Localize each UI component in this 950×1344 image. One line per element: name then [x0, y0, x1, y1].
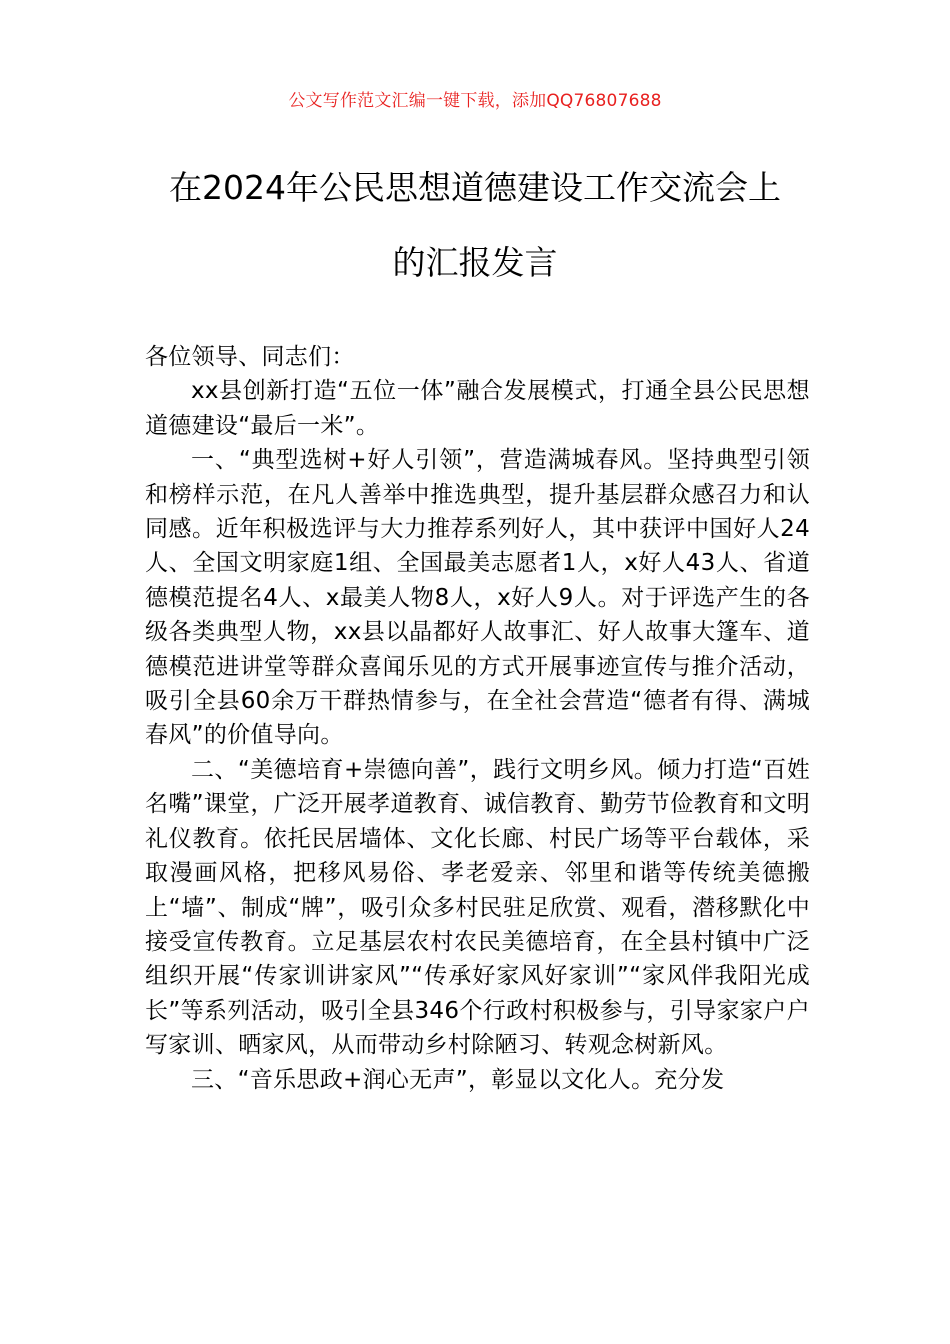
- paragraph-section-3: 三、“音乐思政+润心无声”，彰显以文化人。充分发: [191, 1066, 725, 1093]
- document-title: [120, 150, 830, 300]
- title-line-2: 的汇报发言: [392, 243, 558, 282]
- document-body: [145, 340, 810, 1097]
- title-line-1: 在2024年公民思想道德建设工作交流会上: [169, 168, 781, 207]
- paragraph-section-1: 一、“典型选树+好人引领”，营造满城春风。坚持典型引领和榜样示范，在凡人善举中推选典型，提升基层群众感召力和认同感。近年积极选评与大力推荐系列好人，其中获评中国好人24人、全国文明家庭1组、全国最美志愿者1人，x好人43人、省道德模范提名4人、x最美人物8人，x好人9人。对于评选产生的各级各类典型人物，xx县以晶都好人故事汇、好人故事大篷车、道德模范进讲堂等群众喜闻乐见的方式开展事迹宣传与推介活动，吸引全县60余万干群热情参与，在全社会营造“德者有得、满城春风”的价值导向。: [145, 447, 810, 749]
- download-banner: 公文写作范文汇编一键下载，添加QQ76807688: [288, 91, 662, 111]
- paragraph-section-2: 二、“美德培育+崇德向善”，践行文明乡风。倾力打造“百姓名嘴”课堂，广泛开展孝道教育、诚信教育、勤劳节俭教育和文明礼仪教育。依托民居墙体、文化长廊、村民广场等平台载体，采取漫画风格，把移风易俗、孝老爱亲、邻里和谐等传统美德搬上“墙”、制成“牌”，吸引众多村民驻足欣赏、观看，潜移默化中接受宣传教育。立足基层农村农民美德培育，在全县村镇中广泛组织开展“传家训讲家风”“传承好家风好家训”“家风伴我阳光成长”等系列活动，吸引全县346个行政村积极参与，引导家家户户写家训、晒家风，从而带动乡村除陋习、转观念树新风。: [145, 756, 810, 1059]
- salutation: 各位领导、同志们：: [145, 344, 355, 370]
- paragraph-intro: xx县创新打造“五位一体”融合发展模式，打通全县公民思想道德建设“最后一米”。: [145, 378, 810, 439]
